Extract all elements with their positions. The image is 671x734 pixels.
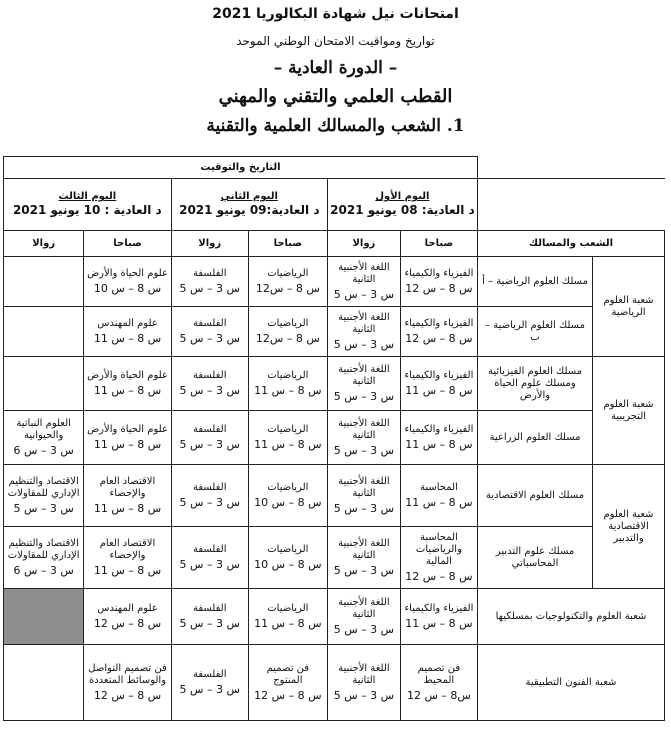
exam-cell [400, 465, 477, 527]
subject: فن تصميم التواصل والوسائط المتعددة [88, 662, 167, 686]
time: س 8 – س 12 [405, 281, 473, 295]
branch-cell: شعبة العلوم الاقتصادية والتدبير [593, 465, 665, 589]
exam-cell [171, 645, 248, 721]
track-cell: مسلك العلوم الرياضية – ب [477, 307, 592, 357]
exam-cell [327, 645, 400, 721]
time: س 3 – س 5 [333, 389, 395, 403]
time: س 8 – س 11 [405, 383, 473, 397]
exam-cell [4, 307, 84, 357]
exam-cell [84, 527, 171, 589]
branch-cell: شعبة العلوم الرياضية [593, 257, 665, 357]
time: س 8 – س 12 [405, 331, 473, 345]
time: س 3 – س 5 [179, 437, 240, 451]
exam-cell [400, 527, 477, 589]
table-row [4, 257, 665, 307]
time: س 3 – س 5 [179, 281, 240, 295]
subject: علوم الحياة والأرض [87, 369, 168, 381]
day3-header [4, 179, 172, 231]
exam-cell [4, 257, 84, 307]
exam-cell [84, 307, 171, 357]
exam-cell [400, 257, 477, 307]
exam-cell [327, 411, 400, 465]
subject: المحاسبة والرياضيات المالية [415, 531, 462, 567]
time: س8 – س 12 [406, 688, 471, 702]
time: س 3 – س 5 [333, 622, 395, 636]
subject: الاقتصاد والتنظيم الإداري للمقاولات [7, 475, 80, 499]
subject: علوم الحياة والأرض [87, 267, 168, 279]
table-row [4, 527, 665, 589]
time: س 8 – س 12 [405, 569, 473, 583]
branch-cell: شعبة العلوم والتكنولوجيات بمسلكيها [477, 589, 664, 645]
subject: الرياضيات [267, 369, 309, 381]
subject: الفلسفة [192, 481, 227, 493]
subject: علوم المهندس [97, 602, 158, 614]
subject: الرياضيات [267, 602, 309, 614]
subject: اللغة الأجنبية الثانية [338, 261, 390, 285]
subject: الرياضيات [267, 423, 309, 435]
exam-cell [400, 411, 477, 465]
subject: اللغة الأجنبية الثانية [338, 311, 390, 335]
track-cell: مسلك العلوم الرياضية – أ [477, 257, 592, 307]
exam-schedule-table [3, 156, 665, 721]
time: س 8 – س 12 [254, 688, 322, 702]
exam-cell [4, 465, 84, 527]
exam-cell [400, 307, 477, 357]
day2-name: اليوم الثاني [220, 191, 278, 203]
exam-cell [327, 589, 400, 645]
subject: الرياضيات [267, 543, 309, 555]
track-cell: مسلك علوم التدبير المحاسباتي [477, 527, 592, 589]
subject: الفلسفة [192, 317, 227, 329]
subject: الرياضيات [267, 481, 309, 493]
time: س 8 – س 11 [93, 437, 162, 451]
time: س 3 – س 5 [179, 495, 240, 509]
day2-date: د العادية:09 يونيو 2021 [179, 203, 320, 218]
empty-grey-cell [4, 589, 84, 645]
section-title: 1. الشعب والمسالك العلمية والتقنية [206, 116, 465, 136]
branch-cell: شعبة الفنون التطبيقية [477, 645, 664, 721]
time: س 3 – س 5 [179, 557, 240, 571]
exam-cell [248, 307, 327, 357]
subject: العلوم النباتية والحيوانية [16, 417, 71, 441]
exam-cell [171, 357, 248, 411]
time: س 8 – س 11 [93, 563, 162, 577]
exam-cell [248, 527, 327, 589]
exam-cell [327, 307, 400, 357]
exam-subtitle: تواريخ ومواقيت الامتحان الوطني الموحد [236, 34, 435, 48]
exam-cell [171, 257, 248, 307]
time: س 3 – س 5 [333, 443, 395, 457]
exam-cell [84, 257, 171, 307]
exam-cell [84, 645, 171, 721]
time: س 8 – س 12 [93, 616, 162, 630]
table-row [4, 307, 665, 357]
track-cell: مسلك العلوم الزراعية [477, 411, 592, 465]
exam-cell [171, 589, 248, 645]
exam-cell [327, 527, 400, 589]
exam-title: امتحانات نيل شهادة البكالوريا 2021 [212, 6, 459, 22]
time: س 8 – س 10 [93, 281, 162, 295]
day3-date: د العادية : 10 يونيو 2021 [12, 203, 162, 218]
exam-cell [84, 357, 171, 411]
time: س 8 – س 11 [254, 616, 322, 630]
exam-cell [248, 357, 327, 411]
subject: علوم الحياة والأرض [87, 423, 168, 435]
time: س 3 – س 5 [333, 563, 395, 577]
exam-cell [248, 411, 327, 465]
time: س 3 – س 5 [333, 287, 395, 301]
subject: اللغة الأجنبية الثانية [338, 662, 390, 686]
time: س 8 – س 10 [254, 495, 322, 509]
branches-header: الشعب والمسالك [477, 231, 664, 257]
exam-cell [248, 589, 327, 645]
time: س 3 – س 5 [333, 688, 395, 702]
day1-date: د العادية: 08 يونيو 2021 [330, 203, 475, 218]
time: س 8 – س 11 [93, 331, 162, 345]
time: س 8 – س 11 [93, 383, 162, 397]
exam-cell [4, 357, 84, 411]
time: س 8 – س12 [255, 331, 320, 345]
time: س 3 – س 5 [179, 383, 240, 397]
subject: الرياضيات [267, 317, 309, 329]
subject: الفيزياء والكيمياء [404, 423, 474, 435]
time: س 3 – س 5 [179, 331, 240, 345]
subject: الفلسفة [192, 369, 227, 381]
day2-header [171, 179, 327, 231]
subject: المحاسبة [419, 481, 458, 493]
exam-cell [400, 357, 477, 411]
exam-cell [4, 645, 84, 721]
subject: الفيزياء والكيمياء [404, 267, 474, 279]
subject: الفلسفة [192, 423, 227, 435]
time: س 3 – س 5 [179, 616, 240, 630]
table-row [4, 465, 665, 527]
session-title: – الدورة العادية – [273, 58, 398, 78]
subject: الرياضيات [267, 267, 309, 279]
exam-cell [327, 357, 400, 411]
exam-cell [4, 411, 84, 465]
time: س 8 – س 11 [93, 501, 162, 515]
exam-cell [400, 645, 477, 721]
subject: الفيزياء والكيمياء [404, 369, 474, 381]
table-row [4, 357, 665, 411]
pole-title: القطب العلمي والتقني والمهني [218, 86, 453, 107]
time: س 8 – س 11 [254, 437, 322, 451]
branch-cell: شعبة العلوم التجريبية [593, 357, 665, 465]
exam-cell [84, 465, 171, 527]
day2-morning-header: صباحا [248, 231, 327, 257]
table-row [4, 411, 665, 465]
exam-cell [248, 465, 327, 527]
subject: الفلسفة [192, 668, 227, 680]
time: س 3 – س 5 [333, 501, 395, 515]
datetime-header: التاريخ والتوقيت [4, 157, 478, 179]
time: س 8 – س 10 [254, 557, 322, 571]
exam-cell [171, 411, 248, 465]
exam-cell [4, 527, 84, 589]
time: س 3 – س 6 [13, 563, 74, 577]
table-row [4, 589, 665, 645]
time: س 8 – س 12 [93, 688, 162, 702]
time: س 3 – س 5 [13, 501, 74, 515]
day2-afternoon-header: زوالا [171, 231, 248, 257]
day1-name: اليوم الأول [375, 191, 430, 203]
track-cell: مسلك العلوم الفيزيائية ومسلك علوم الحياة والأرض [477, 357, 592, 411]
subject: الفلسفة [192, 543, 227, 555]
exam-cell [327, 257, 400, 307]
time: س 8 – س 11 [405, 437, 473, 451]
subject: الفلسفة [192, 602, 227, 614]
time: س 3 – س 5 [333, 337, 395, 351]
day3-afternoon-header: زوالا [4, 231, 84, 257]
exam-cell [171, 527, 248, 589]
subject: اللغة الأجنبية الثانية [338, 475, 390, 499]
subject: اللغة الأجنبية الثانية [338, 537, 390, 561]
subject: الفيزياء والكيمياء [404, 602, 474, 614]
time: س 8 – س 11 [254, 383, 322, 397]
time: س 3 – س 5 [179, 682, 240, 696]
subject: الاقتصاد والتنظيم الإداري للمقاولات [7, 537, 80, 561]
day1-header [327, 179, 477, 231]
subject: اللغة الأجنبية الثانية [338, 417, 390, 441]
table-row [4, 645, 665, 721]
day1-afternoon-header: زوالا [327, 231, 400, 257]
exam-cell [248, 257, 327, 307]
exam-cell [171, 307, 248, 357]
subject: الفلسفة [192, 267, 227, 279]
time: س 8 – س12 [255, 281, 320, 295]
exam-cell [327, 465, 400, 527]
time: س 3 – س 6 [13, 443, 74, 457]
subject: اللغة الأجنبية الثانية [338, 363, 390, 387]
day3-morning-header: صباحا [84, 231, 171, 257]
subject: الفيزياء والكيمياء [404, 317, 474, 329]
exam-cell [400, 589, 477, 645]
subject: علوم المهندس [97, 317, 158, 329]
exam-cell [248, 645, 327, 721]
exam-cell [171, 465, 248, 527]
day3-name: اليوم الثالث [58, 191, 117, 203]
time: س 8 – س 11 [405, 495, 473, 509]
subject: فن تصميم المنتوج [266, 662, 310, 686]
subject: فن تصميم المحيط [417, 662, 461, 686]
exam-cell [84, 589, 171, 645]
time: س 8 – س 11 [405, 616, 473, 630]
subject: الاقتصاد العام والإحصاء [99, 475, 156, 499]
subject: اللغة الأجنبية الثانية [338, 596, 390, 620]
track-cell: مسلك العلوم الاقتصادية [477, 465, 592, 527]
subject: الاقتصاد العام والإحصاء [99, 537, 156, 561]
exam-cell [84, 411, 171, 465]
day1-morning-header: صباحا [400, 231, 477, 257]
